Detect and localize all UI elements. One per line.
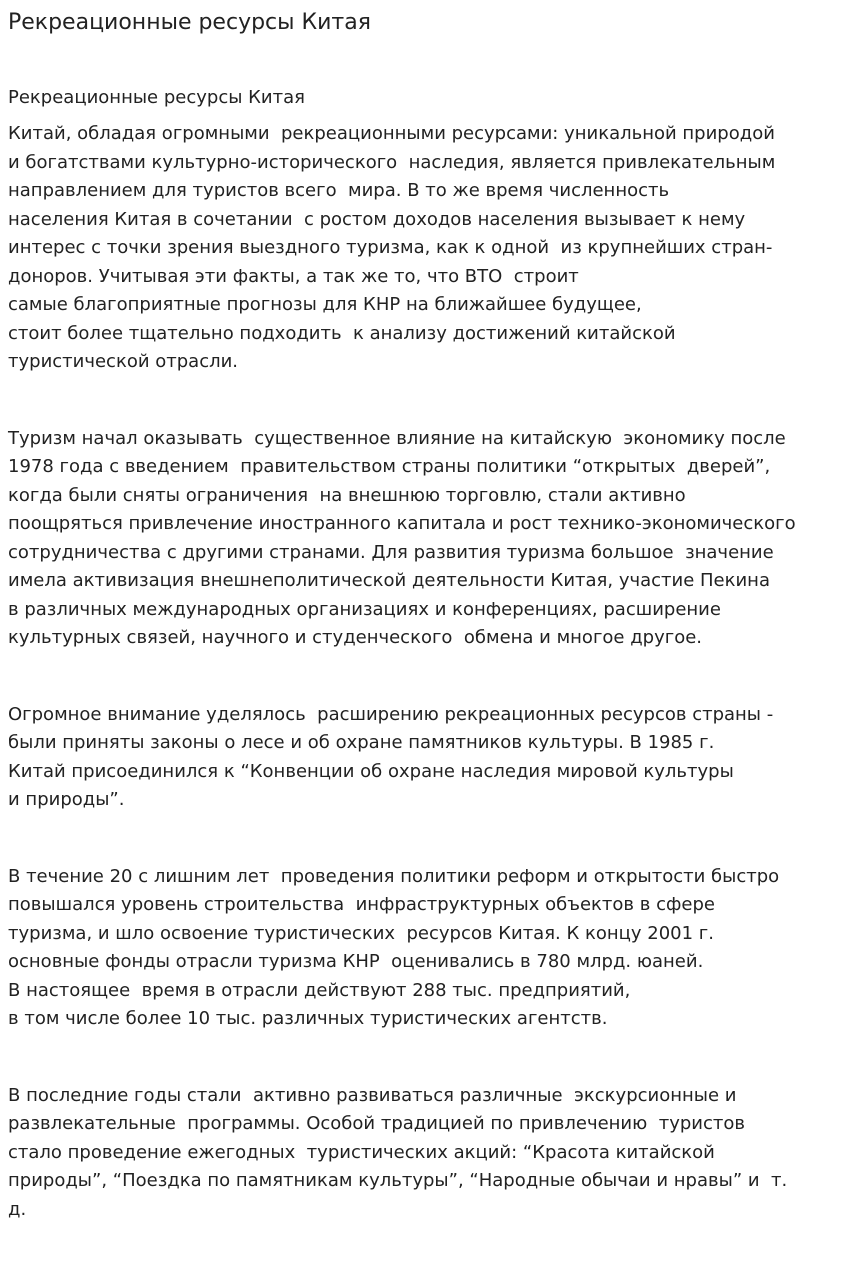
paragraph-recreational-resources: Огромное внимание уделялось расширению рекреационных ресурсов страны - были приняты законы о лесе и об охране памятников культуры. В 1985 г. Китай присоединился к “Конвенции об охране наследия мировой культуры и природы”.	[8, 703, 774, 810]
paragraph-programs: В последние годы стали активно развиваться различные экскурсионные и развлекательные программы. Особой традицией по привлечению туристов стало проведение ежегодных туристических акций: “Красота китайской природы”, “Поездка по памятникам культуры”, “Народные обычаи и нравы” и т. д.	[8, 1084, 788, 1220]
paragraph-tourism-impact: Туризм начал оказывать существенное влияние на китайскую экономику после 1978 года с введением правительством страны политики “открытых дверей”, когда были сняты ограничения на внешнюю торговлю, стали активно поощряться привлечение иностранного капитала и рост технико-экономического сотрудничества с другими странами. Для развития туризма большое значение имела активизация внешнеполитической деятельности Китая, участие Пекина в различных международных организациях и конференциях, расширение культурных связей, научного и студенческого обмена и многое другое.	[8, 427, 796, 648]
paragraph-infrastructure: В течение 20 с лишним лет проведения политики реформ и открытости быстро повышался уровень строительства инфраструктурных объектов в сфере туризма, и шло освоение туристических ресурсов Китая. К концу 2001 г. основные фонды отрасли туризма КНР оценивались в 780 млрд. юаней. В настоящее время в отрасли действуют 288 тыс. предприятий, в том числе более 10 тыс. различных туристических агентств.	[8, 865, 780, 1029]
paragraph-intro: Китай, обладая огромными рекреационными ресурсами: уникальной природой и богатствами культурно-исторического наследия, является привлекательным направлением для туристов всего мира. В то же время численность населения Китая в сочетании с ростом доходов населения вызывает к нему интерес с точки зрения выездного туризма, как к одной из крупнейших стран- доноров. Учитывая эти факты, а так же то, что ВТО строит самые благоприятные прогнозы для КНР на ближайшее будущее, стоит более тщательно подходить к анализу достижений китайской туристической отрасли.	[8, 123, 776, 372]
page-title: Рекреационные ресурсы Китая	[8, 10, 371, 35]
article-subtitle: Рекреационные ресурсы Китая	[8, 87, 305, 108]
